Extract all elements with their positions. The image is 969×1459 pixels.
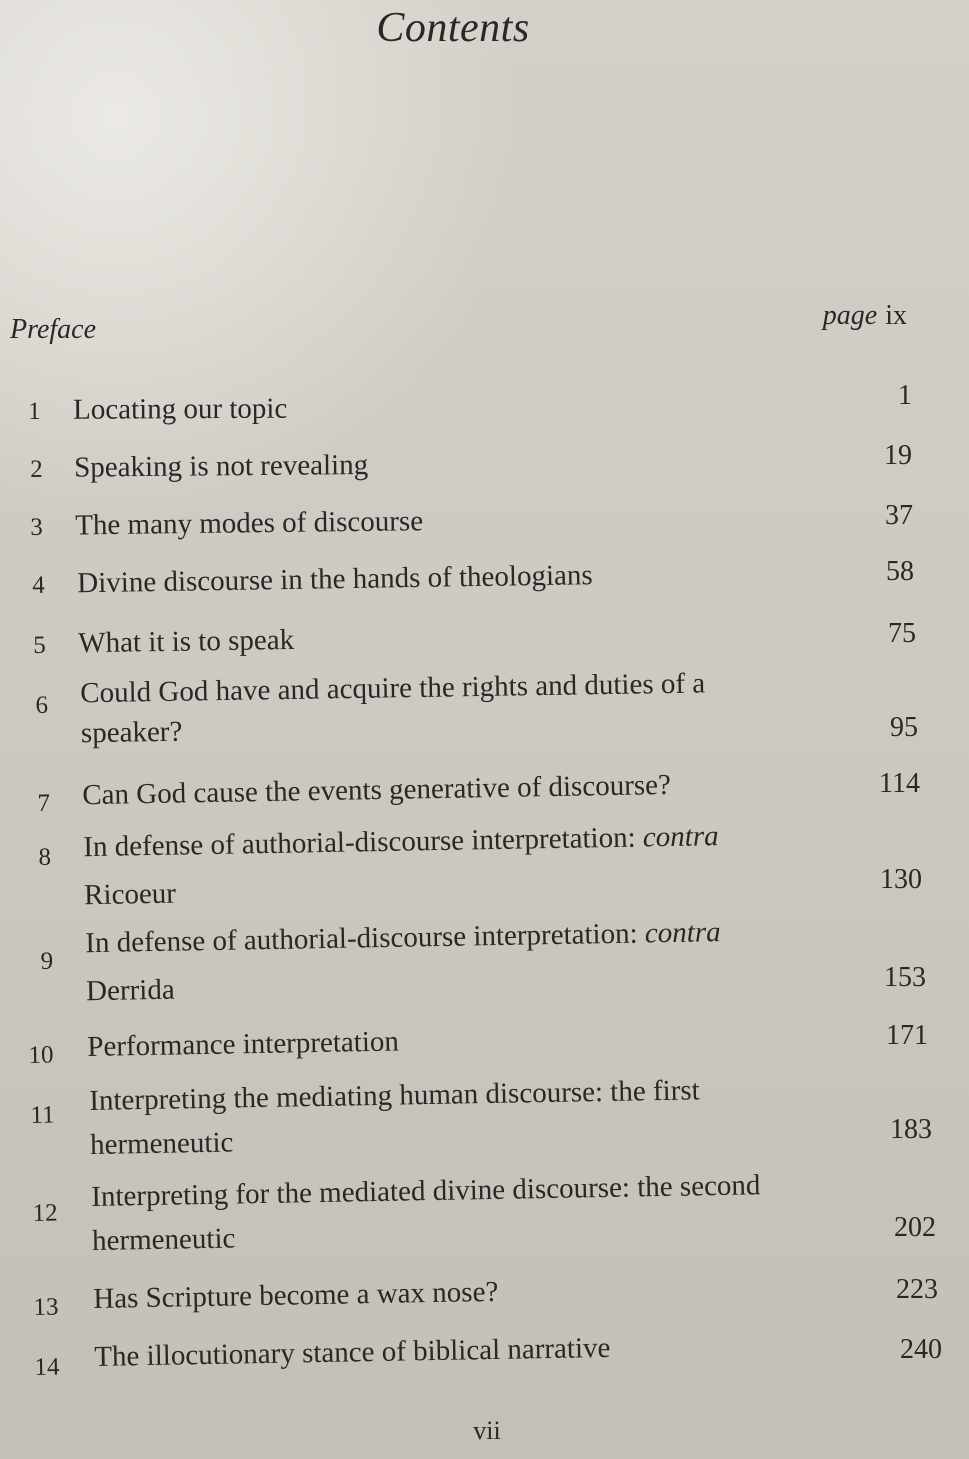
chapter-number: 8	[38, 843, 52, 871]
page-folio: vii	[473, 1416, 501, 1445]
chapter-page: 223	[896, 1274, 938, 1305]
preface-page-ref	[823, 300, 907, 332]
chapter-number: 4	[32, 571, 46, 599]
chapter-number: 13	[33, 1293, 59, 1321]
chapter-title-continued: hermeneutic	[89, 1126, 234, 1161]
chapter-title: Speaking is not revealing	[74, 449, 369, 484]
chapter-number: 5	[33, 631, 47, 659]
chapter-title: Has Scripture become a wax nose?	[93, 1275, 499, 1315]
chapter-title: The illocutionary stance of biblical narrative	[94, 1331, 611, 1373]
chapter-page: 75	[888, 618, 916, 649]
chapter-page: 114	[879, 768, 920, 799]
chapter-number: 1	[28, 397, 41, 425]
chapter-number: 3	[30, 513, 43, 541]
chapter-page: 37	[885, 500, 913, 531]
page-word: page	[822, 300, 878, 331]
chapter-number: 12	[32, 1199, 58, 1227]
chapter-title: Divine discourse in the hands of theologians	[77, 559, 593, 600]
page-title: Contents	[376, 5, 530, 51]
chapter-page: 153	[884, 962, 926, 993]
chapter-number: 7	[37, 789, 51, 817]
chapter-title: Interpreting the mediating human discourse: the first	[89, 1074, 700, 1117]
chapter-title: In defense of authorial-discourse interpretation:	[83, 821, 636, 864]
chapter-number: 2	[30, 455, 43, 483]
chapter-title-continued: Derrida	[85, 973, 175, 1008]
chapter-page: 19	[884, 440, 912, 471]
chapter-title: What it is to speak	[78, 623, 295, 660]
chapter-title-continued: speaker?	[80, 715, 183, 750]
chapter-page: 1	[898, 380, 912, 411]
chapter-page: 130	[880, 864, 922, 895]
chapter-title-italic: contra	[642, 820, 719, 854]
chapter-title-line	[83, 816, 844, 867]
chapter-number: 6	[35, 691, 49, 719]
chapter-number: 10	[28, 1041, 54, 1069]
chapter-title-line	[85, 912, 846, 963]
chapter-number: 11	[30, 1101, 55, 1129]
chapter-title-continued: hermeneutic	[91, 1222, 236, 1257]
chapter-title: Could God have and acquire the rights and duties of a	[80, 667, 706, 710]
chapter-page: 58	[886, 556, 914, 587]
preface-page-number: ix	[885, 300, 907, 331]
chapter-number: 14	[34, 1353, 60, 1381]
chapter-number: 9	[40, 947, 54, 975]
chapter-page: 171	[886, 1020, 928, 1051]
chapter-title: Can God cause the events generative of discourse?	[82, 768, 672, 812]
chapter-title: The many modes of discourse	[75, 505, 424, 542]
chapter-title: Locating our topic	[73, 392, 288, 426]
chapter-title: Interpreting for the mediated divine discourse: the second	[91, 1169, 761, 1213]
chapter-page: 240	[900, 1334, 942, 1365]
chapter-title-continued: Ricoeur	[83, 877, 177, 912]
chapter-page: 95	[890, 712, 918, 743]
chapter-title: In defense of authorial-discourse interpretation:	[85, 917, 638, 960]
chapter-page: 202	[894, 1212, 936, 1243]
chapter-page: 183	[890, 1114, 932, 1145]
chapter-title-italic: contra	[644, 916, 721, 950]
chapter-title: Performance interpretation	[87, 1025, 400, 1063]
preface-label: Preface	[10, 314, 97, 345]
